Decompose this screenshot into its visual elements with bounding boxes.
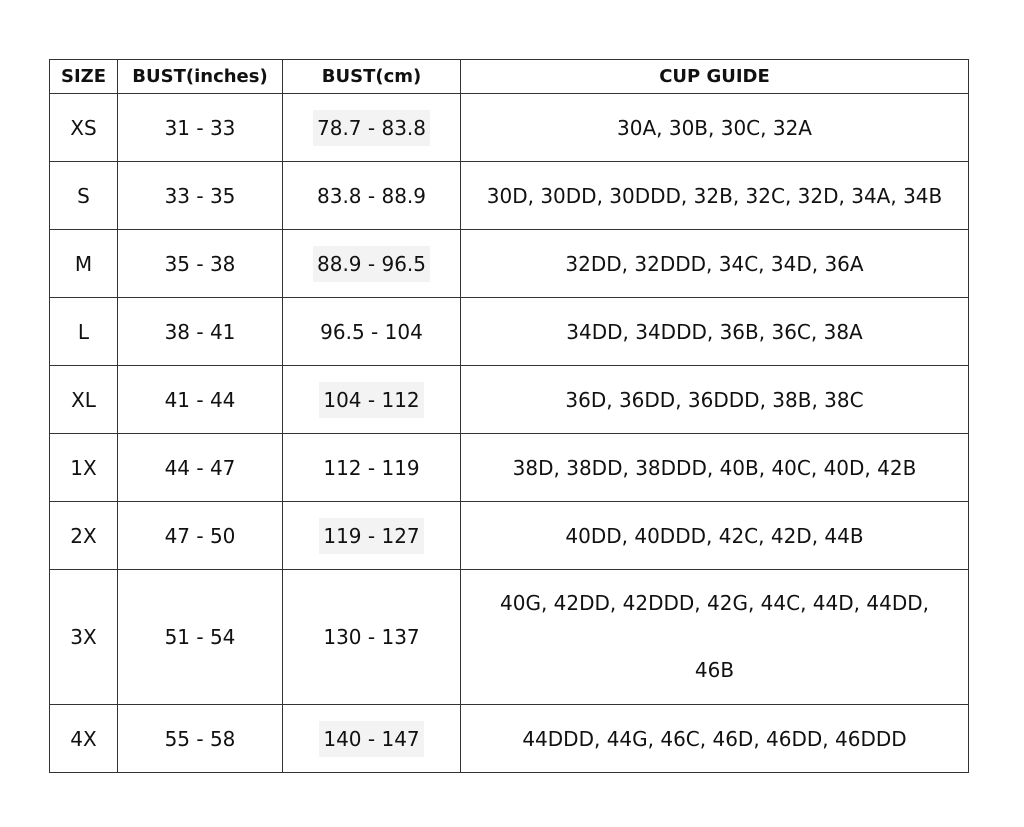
size-cell: XS <box>50 94 118 162</box>
cup-guide-cell: 30A, 30B, 30C, 32A <box>461 94 969 162</box>
table-row <box>50 162 969 230</box>
bust-cm-cell: 112 - 119 <box>283 434 461 502</box>
size-cell: XL <box>50 366 118 434</box>
bust-cm-value: 119 - 127 <box>319 518 423 554</box>
header-bust-cm: BUST(cm) <box>283 60 461 94</box>
bust-inches-cell: 55 - 58 <box>118 705 283 773</box>
bust-cm-cell <box>283 230 461 298</box>
bust-cm-cell: 96.5 - 104 <box>283 298 461 366</box>
size-cell: 4X <box>50 705 118 773</box>
bust-cm-value: 140 - 147 <box>319 721 423 757</box>
table-row <box>50 366 969 434</box>
bust-cm-cell <box>283 705 461 773</box>
bust-inches-cell: 44 - 47 <box>118 434 283 502</box>
bust-inches-cell: 38 - 41 <box>118 298 283 366</box>
bust-cm-value: 104 - 112 <box>319 382 423 418</box>
cup-guide-line-2: 46B <box>694 658 735 682</box>
cup-guide-cell: 40DD, 40DDD, 42C, 42D, 44B <box>461 502 969 570</box>
bust-inches-cell: 31 - 33 <box>118 94 283 162</box>
cup-guide-cell: 34DD, 34DDD, 36B, 36C, 38A <box>461 298 969 366</box>
bust-inches-cell: 51 - 54 <box>118 570 283 705</box>
bust-cm-cell <box>283 502 461 570</box>
table-row <box>50 434 969 502</box>
bust-inches-cell: 41 - 44 <box>118 366 283 434</box>
size-chart-table <box>49 59 969 773</box>
bust-cm-cell <box>283 94 461 162</box>
cup-guide-cell: 44DDD, 44G, 46C, 46D, 46DD, 46DDD <box>461 705 969 773</box>
bust-cm-value: 78.7 - 83.8 <box>313 110 430 146</box>
cup-guide-cell: 30D, 30DD, 30DDD, 32B, 32C, 32D, 34A, 34B <box>461 162 969 230</box>
size-cell: 1X <box>50 434 118 502</box>
cup-guide-line-1: 40G, 42DD, 42DDD, 42G, 44C, 44D, 44DD, <box>500 591 929 615</box>
bust-cm-cell: 83.8 - 88.9 <box>283 162 461 230</box>
header-row <box>50 60 969 94</box>
header-cup-guide: CUP GUIDE <box>461 60 969 94</box>
table-row <box>50 502 969 570</box>
table-row <box>50 570 969 705</box>
cup-guide-cell: 36D, 36DD, 36DDD, 38B, 38C <box>461 366 969 434</box>
bust-inches-cell: 35 - 38 <box>118 230 283 298</box>
size-cell: L <box>50 298 118 366</box>
header-bust-inches: BUST(inches) <box>118 60 283 94</box>
header-size: SIZE <box>50 60 118 94</box>
table-row <box>50 705 969 773</box>
bust-cm-cell: 130 - 137 <box>283 570 461 705</box>
table-row <box>50 298 969 366</box>
bust-inches-cell: 33 - 35 <box>118 162 283 230</box>
size-cell: 2X <box>50 502 118 570</box>
bust-inches-cell: 47 - 50 <box>118 502 283 570</box>
cup-guide-cell: 32DD, 32DDD, 34C, 34D, 36A <box>461 230 969 298</box>
size-cell: S <box>50 162 118 230</box>
table-row <box>50 230 969 298</box>
size-cell: 3X <box>50 570 118 705</box>
size-cell: M <box>50 230 118 298</box>
table-row <box>50 94 969 162</box>
bust-cm-cell <box>283 366 461 434</box>
cup-guide-cell <box>461 570 969 705</box>
cup-guide-cell: 38D, 38DD, 38DDD, 40B, 40C, 40D, 42B <box>461 434 969 502</box>
bust-cm-value: 88.9 - 96.5 <box>313 246 430 282</box>
